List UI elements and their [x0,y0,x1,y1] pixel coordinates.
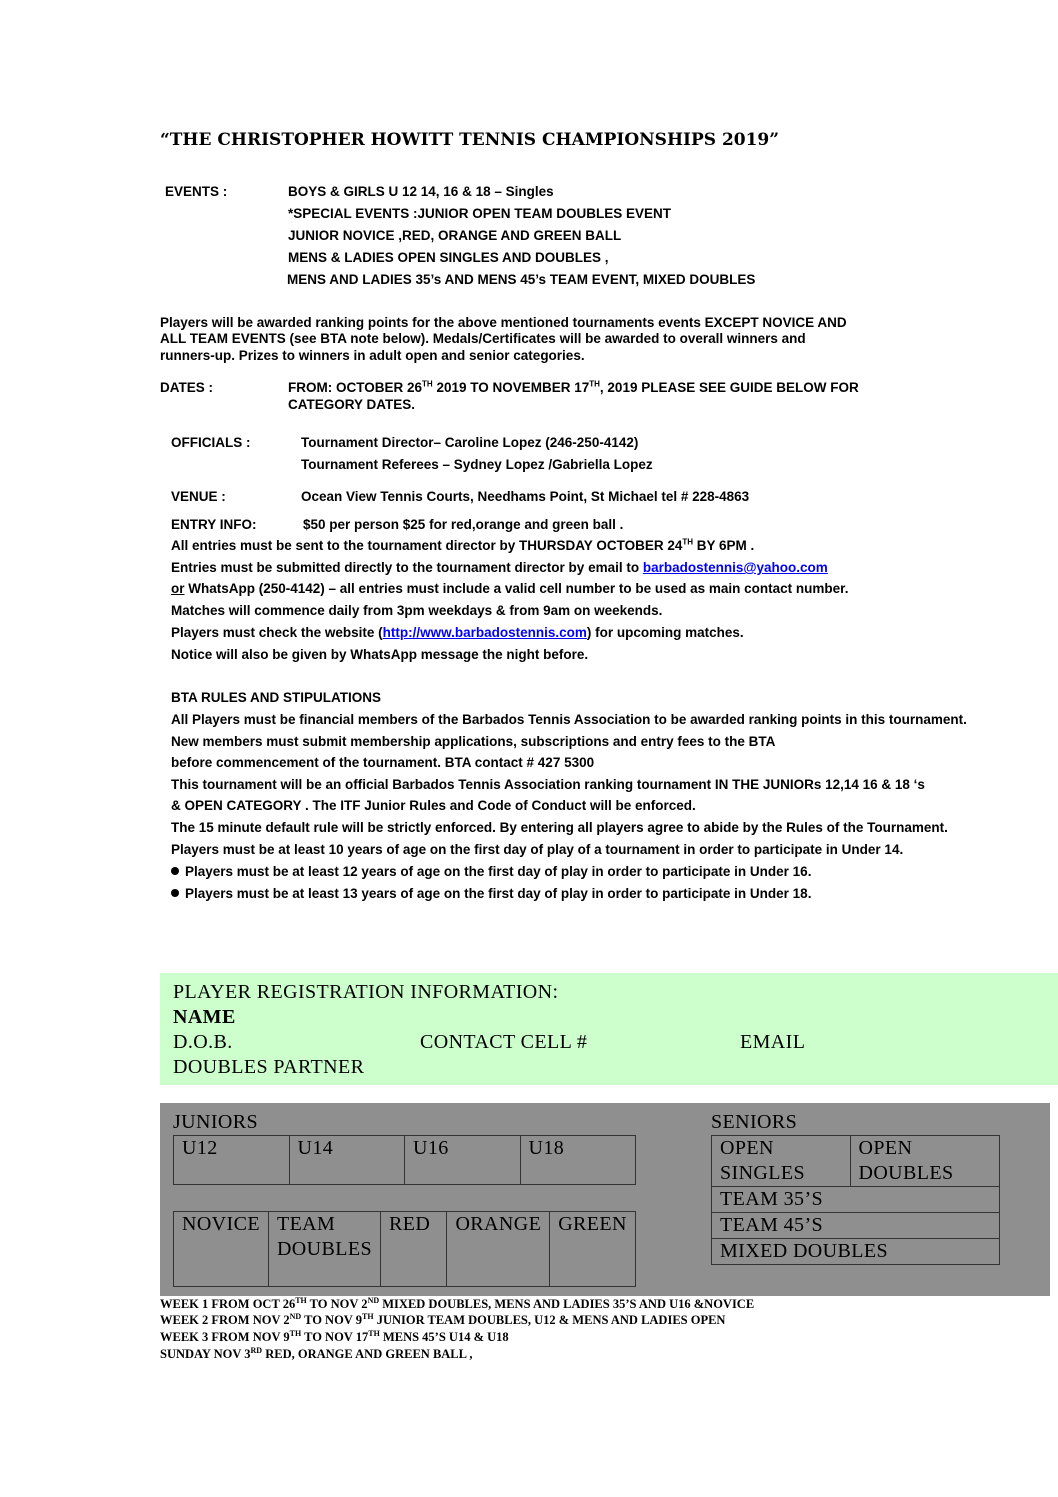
dates-text: , 2019 PLEASE SEE GUIDE BELOW FOR [599,380,859,395]
entry-deadline [171,538,754,553]
dates-text: FROM: OCTOBER 26 [288,380,423,395]
week-text: MENS 45’S U14 & U18 [379,1330,509,1344]
rules-line: This tournament will be an official Barbados Tennis Association ranking tournament IN THE JUNIORs 12,14 16 & 18 ‘s [171,777,925,792]
category-team-35s[interactable]: TEAM 35’S [712,1187,1000,1213]
category-u18[interactable]: U18 [520,1136,636,1185]
email-link[interactable]: barbadostennis@yahoo.com [642,560,828,575]
doubles-partner-field-label[interactable]: DOUBLES PARTNER [173,1056,365,1078]
website-line [171,625,744,640]
week-2-line [160,1313,725,1328]
week-text: TO NOV 9 [301,1313,362,1327]
rules-line: New members must submit membership applications, subscriptions and entry fees to the BTA [171,734,776,749]
rules-bullet [171,886,811,901]
open-singles-line-1: OPEN [720,1137,774,1159]
dob-field-label[interactable]: D.O.B. [173,1031,233,1053]
dates-line [288,380,859,395]
juniors-age-table [173,1135,636,1185]
entry-fee: $50 per person $25 for red,orange and green ball . [303,517,624,532]
events-line: BOYS & GIRLS U 12 14, 16 & 18 – Singles [288,184,554,199]
category-u16[interactable]: U16 [405,1136,521,1185]
ordinal: TH [589,379,600,389]
week-text: SUNDAY NOV 3 [160,1347,251,1361]
or-text: or [171,581,185,596]
week-text: RED, ORANGE AND GREEN BALL , [262,1347,473,1361]
juniors-label: JUNIORS [173,1111,259,1133]
player-registration-box [160,973,1058,1085]
rules-bullet [171,864,811,879]
bullet-icon [171,867,179,875]
category-open-doubles[interactable] [850,1136,1000,1187]
rules-heading: BTA RULES AND STIPULATIONS [171,690,381,705]
ranking-paragraph-line: ALL TEAM EVENTS (see BTA note below). Medals/Certificates will be awarded to overall winners and [160,331,806,346]
entry-text: WhatsApp (250-4142) – all entries must include a valid cell number to be used as main contact number. [184,581,849,596]
venue-label: VENUE : [171,489,226,504]
events-line: JUNIOR NOVICE ,RED, ORANGE AND GREEN BALL [288,228,622,243]
ordinal: RD [250,1345,263,1355]
category-u14[interactable]: U14 [289,1136,405,1185]
seniors-table [711,1135,1000,1265]
ordinal: TH [295,1295,307,1305]
category-mixed-doubles[interactable]: MIXED DOUBLES [712,1239,1000,1265]
events-line: *SPECIAL EVENTS :JUNIOR OPEN TEAM DOUBLES EVENT [288,206,672,221]
week-text: WEEK 2 FROM NOV 2 [160,1313,290,1327]
ordinal: TH [362,1311,374,1321]
officials-label: OFFICIALS : [171,435,251,450]
week-text: WEEK 3 FROM NOV 9 [160,1330,290,1344]
tournament-referees: Tournament Referees – Sydney Lopez /Gabriella Lopez [301,457,653,472]
sunday-line [160,1347,473,1362]
matches-schedule: Matches will commence daily from 3pm weekdays & from 9am on weekends. [171,603,663,618]
rules-line: before commencement of the tournament. BTA contact # 427 5300 [171,755,595,770]
week-text: JUNIOR TEAM DOUBLES, U12 & MENS AND LADIES OPEN [373,1313,726,1327]
entry-label: ENTRY INFO: [171,517,257,532]
entry-email-line [171,560,828,575]
week-1-line [160,1297,754,1312]
junior-events-table [173,1211,636,1287]
open-doubles-line-2: DOUBLES [858,1162,954,1184]
ordinal: TH [289,1328,302,1338]
week-3-line [160,1330,509,1345]
category-team-45s[interactable]: TEAM 45’S [712,1213,1000,1239]
ordinal: TH [422,379,433,389]
events-label: EVENTS : [165,184,228,199]
entry-text: ) for upcoming matches. [586,625,744,640]
tournament-director: Tournament Director– Caroline Lopez (246-250-4142) [301,435,639,450]
ordinal: ND [367,1295,380,1305]
rules-line: Players must be at least 10 years of age on the first day of play of a tournament in order to participate in Under 14. [171,842,904,857]
category-team-doubles[interactable] [268,1212,380,1287]
week-text: TO NOV 2 [306,1297,368,1311]
entry-text: Players must check the website ( [171,625,383,640]
category-open-singles[interactable] [712,1136,851,1187]
ordinal: TH [368,1328,380,1338]
category-red[interactable]: RED [380,1212,446,1287]
dates-label: DATES : [160,380,213,395]
page-title: “THE CHRISTOPHER HOWITT TENNIS CHAMPIONSHIPS 2019” [160,130,780,150]
category-green[interactable]: GREEN [550,1212,636,1287]
entry-text: All entries must be sent to the tournament director by THURSDAY OCTOBER 24 [171,538,683,553]
ordinal: ND [289,1311,302,1321]
bullet-icon [171,889,179,897]
week-text: MIXED DOUBLES, MENS AND LADIES 35’S AND U16 &NOVICE [379,1297,755,1311]
venue-text: Ocean View Tennis Courts, Needhams Point, St Michael tel # 228-4863 [301,489,750,504]
rules-line: All Players must be financial members of the Barbados Tennis Association to be awarded ranking points in this tournament. [171,712,967,727]
contact-field-label[interactable]: CONTACT CELL # [420,1031,588,1053]
dates-line-2: CATEGORY DATES. [288,397,416,412]
team-doubles-line-2: DOUBLES [276,1238,372,1260]
name-field-label[interactable]: NAME [173,1006,236,1028]
open-doubles-line-1: OPEN [858,1137,913,1159]
ranking-paragraph-line: Players will be awarded ranking points for the above mentioned tournaments events EXCEPT NOVICE AND [160,315,847,330]
events-line: MENS & LADIES OPEN SINGLES AND DOUBLES , [288,250,609,265]
dates-text: 2019 TO NOVEMBER 17 [432,380,590,395]
notice-line: Notice will also be given by WhatsApp message the night before. [171,647,589,662]
ordinal: TH [682,537,694,547]
week-text: TO NOV 17 [301,1330,369,1344]
entry-text: BY 6PM . [693,538,755,553]
ranking-paragraph-line: runners-up. Prizes to winners in adult open and senior categories. [160,348,585,363]
team-doubles-line-1: TEAM [276,1213,336,1235]
open-singles-line-2: SINGLES [720,1162,806,1184]
bullet-text: Players must be at least 13 years of age on the first day of play in order to participate in Under 18. [185,886,812,901]
registration-heading: PLAYER REGISTRATION INFORMATION: [173,981,559,1003]
bullet-text: Players must be at least 12 years of age on the first day of play in order to participate in Under 16. [185,864,812,879]
entry-text: Entries must be submitted directly to the tournament director by email to [171,560,643,575]
category-novice[interactable]: NOVICE [174,1212,269,1287]
seniors-label: SENIORS [711,1111,798,1133]
rules-line: The 15 minute default rule will be strictly enforced. By entering all players agree to abide by the Rules of the Tournament. [171,820,948,835]
week-text: WEEK 1 FROM OCT 26 [160,1297,296,1311]
category-u12[interactable]: U12 [174,1136,290,1185]
rules-line: & OPEN CATEGORY . The ITF Junior Rules and Code of Conduct will be enforced. [171,798,696,813]
categories-box [160,1103,1050,1296]
entry-whatsapp-line [171,581,848,596]
events-line: MENS AND LADIES 35’s AND MENS 45’s TEAM EVENT, MIXED DOUBLES [287,272,756,287]
category-orange[interactable]: ORANGE [447,1212,550,1287]
email-field-label[interactable]: EMAIL [740,1031,806,1053]
website-link[interactable]: http://www.barbadostennis.com [382,625,587,640]
